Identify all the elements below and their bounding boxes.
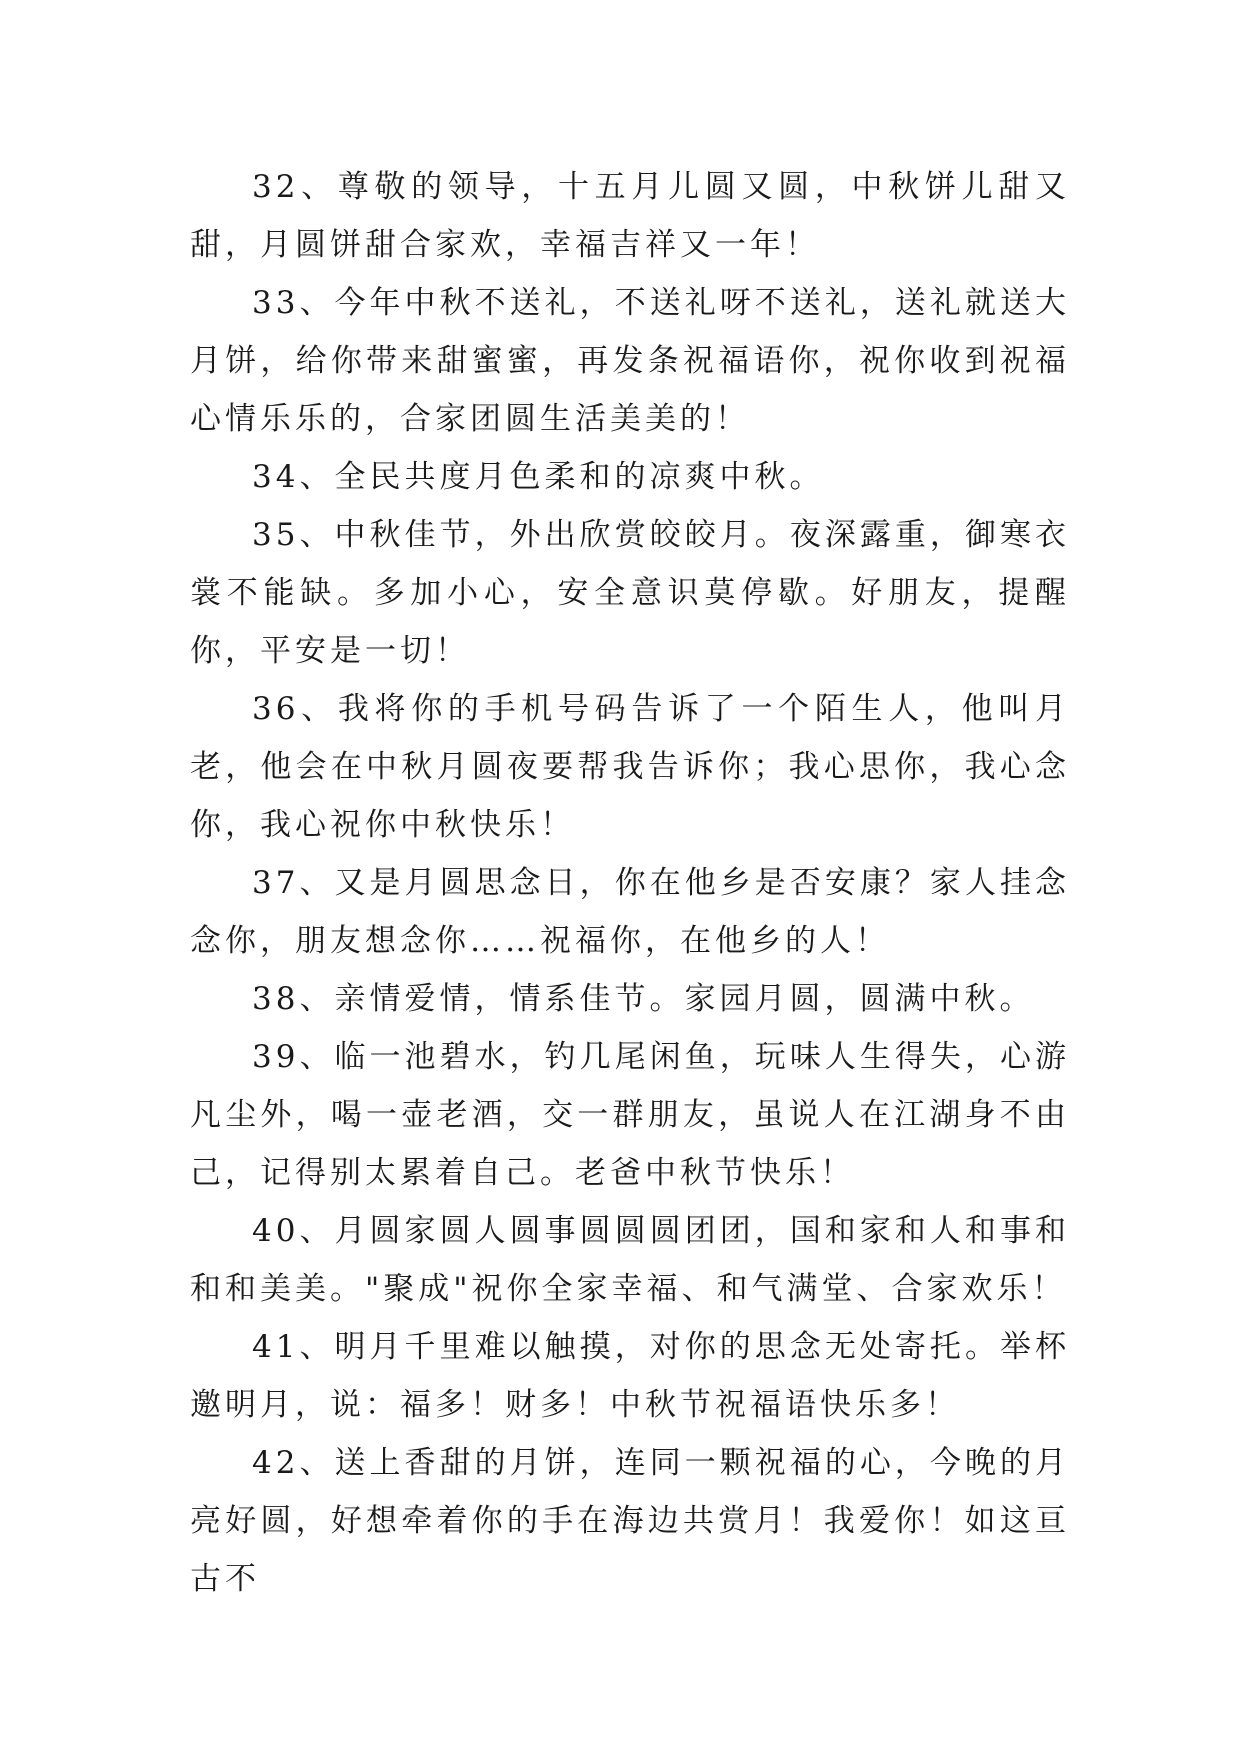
paragraph-37: 37、又是月圆思念日，你在他乡是否安康？家人挂念念你，朋友想念你……祝福你，在他乡的人！ <box>190 865 1070 959</box>
paragraph-33: 33、今年中秋不送礼，不送礼呀不送礼，送礼就送大月饼，给你带来甜蜜蜜，再发条祝福语你，祝你收到祝福心情乐乐的，合家团圆生活美美的！ <box>190 285 1070 437</box>
paragraph-40: 40、月圆家圆人圆事圆圆圆团团，国和家和人和事和和和美美。"聚成"祝你全家幸福、和气满堂、合家欢乐！ <box>190 1213 1070 1307</box>
paragraph-35: 35、中秋佳节，外出欣赏皎皎月。夜深露重，御寒衣裳不能缺。多加小心，安全意识莫停歇。好朋友，提醒你，平安是一切！ <box>190 517 1070 669</box>
paragraph-41: 41、明月千里难以触摸，对你的思念无处寄托。举杯邀明月，说：福多！财多！中秋节祝福语快乐多！ <box>190 1329 1070 1423</box>
paragraph-42: 42、送上香甜的月饼，连同一颗祝福的心，今晚的月亮好圆，好想牵着你的手在海边共赏月！我爱你！如这亘古不 <box>190 1445 1070 1597</box>
paragraph-36: 36、我将你的手机号码告诉了一个陌生人，他叫月老，他会在中秋月圆夜要帮我告诉你；我心思你，我心念你，我心祝你中秋快乐！ <box>190 691 1070 843</box>
paragraph-39: 39、临一池碧水，钓几尾闲鱼，玩味人生得失，心游凡尘外，喝一壶老酒，交一群朋友，虽说人在江湖身不由己，记得别太累着自己。老爸中秋节快乐！ <box>190 1039 1070 1191</box>
paragraph-34: 34、全民共度月色柔和的凉爽中秋。 <box>252 459 825 495</box>
paragraph-32: 32、尊敬的领导，十五月儿圆又圆，中秋饼儿甜又甜，月圆饼甜合家欢，幸福吉祥又一年！ <box>190 169 1070 263</box>
paragraph-38: 38、亲情爱情，情系佳节。家园月圆，圆满中秋。 <box>252 981 1035 1017</box>
document-body <box>190 158 1070 1608</box>
